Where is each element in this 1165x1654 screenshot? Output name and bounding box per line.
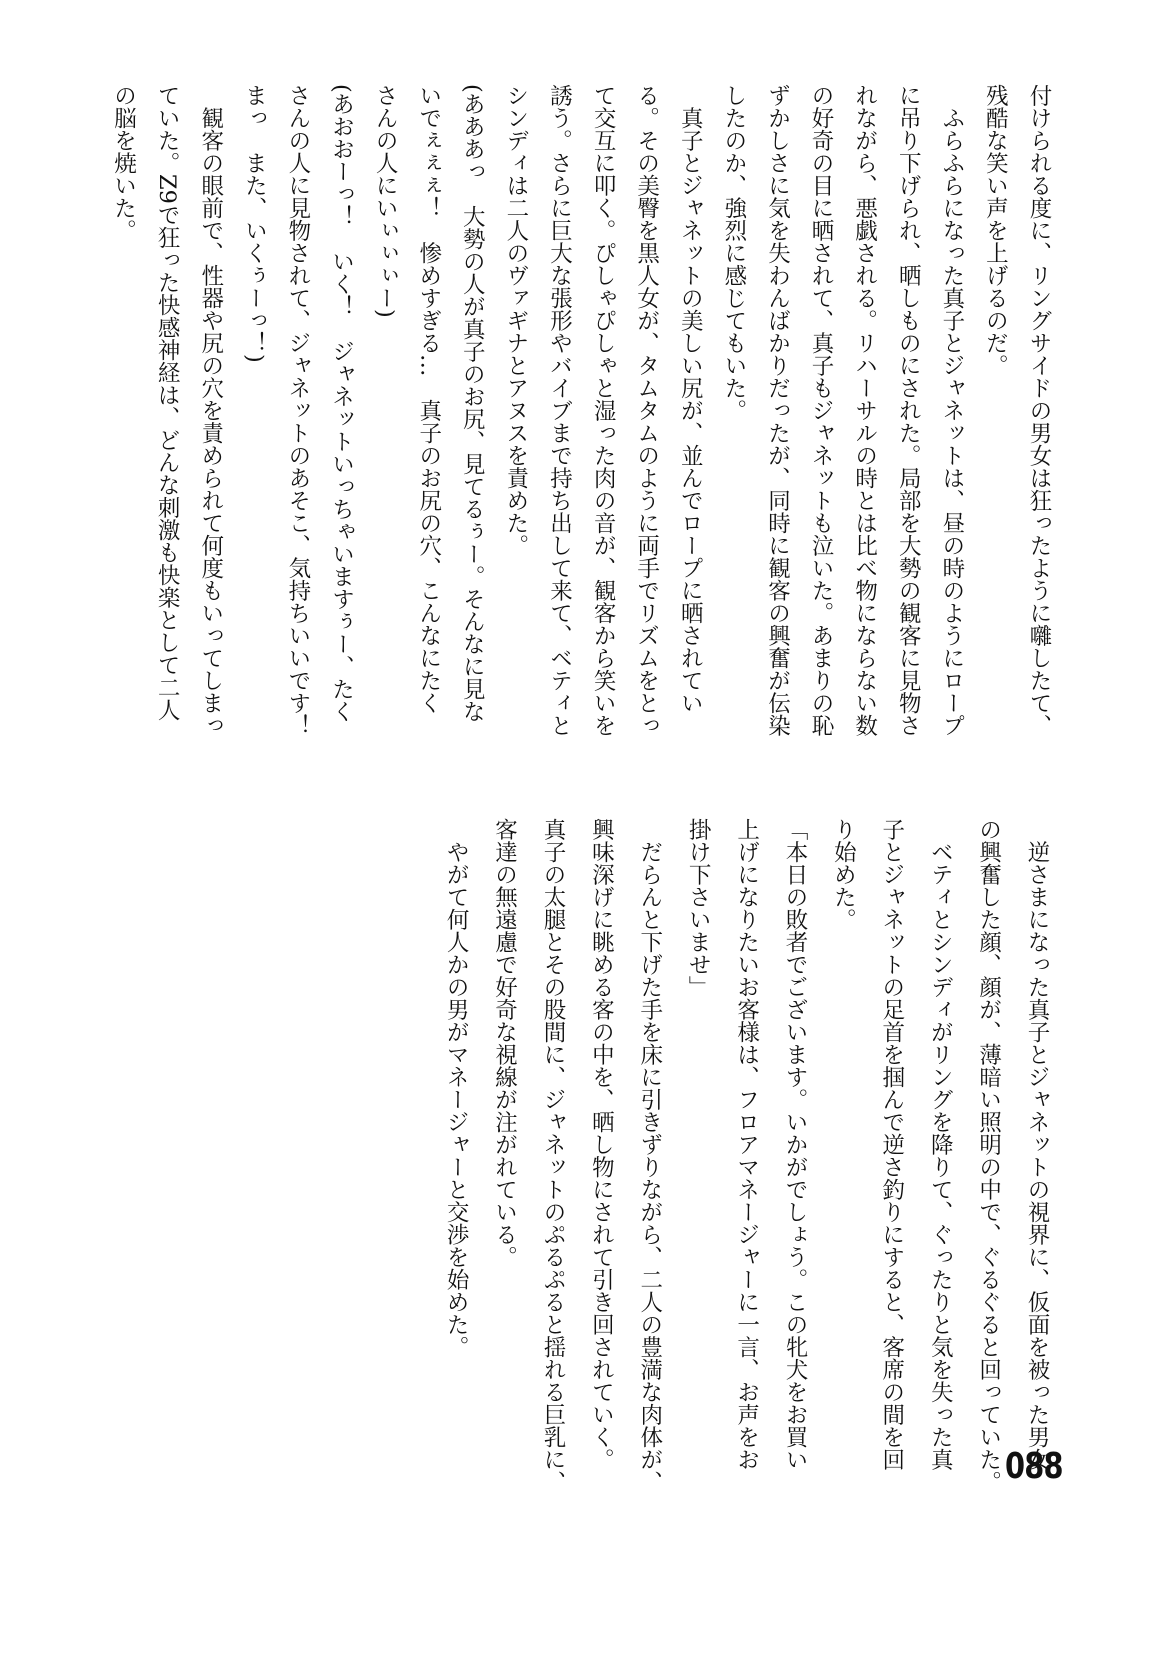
- text-line: ベティとシンディがリングを降りて、ぐったりと気を失った真: [927, 818, 954, 1471]
- text-line: 上げになりたいお客様は、フロアマネージャーに一言、お声をお: [733, 818, 760, 1471]
- text-line: だらんと下げた手を床に引きずりながら、二人の豊満な肉体が、: [636, 818, 663, 1493]
- text-line: の脳を焼いた。: [110, 84, 137, 242]
- top-text-block: [101, 84, 1060, 774]
- text-line: 真子とジャネットの美しい尻が、並んでロープに晒されてい: [677, 84, 704, 714]
- text-line: り始めた。: [830, 818, 857, 931]
- text-line: の好奇の目に晒されて、真子もジャネットも泣いた。あまりの恥: [808, 84, 835, 737]
- text-line: やがて何人かの男がマネージャーと交渉を始めた。: [443, 818, 470, 1358]
- text-line: さんの人に見物されて、ジャネットのあそこ、気持ちいいです！: [284, 84, 311, 737]
- text-line: 観客の眼前で、性器や尻の穴を責められて何度もいってしまっ: [197, 84, 224, 737]
- text-line: れながら、悪戯される。リハーサルの時とは比べ物にならない数: [851, 84, 878, 737]
- text-line: さんの人にいぃぃぃー): [372, 84, 399, 318]
- page-number: 088: [1005, 1446, 1063, 1487]
- text-line: 子とジャネットの足首を掴んで逆さ釣りにすると、客席の間を回: [878, 818, 905, 1471]
- text-line: いでぇぇぇ！ 惨めすぎる… 真子のお尻の穴、こんなにたく: [415, 84, 442, 714]
- text-line: したのか、強烈に感じてもいた。: [720, 84, 747, 422]
- text-line: ていた。Z9で狂った快感神経は、どんな刺激も快楽として二人: [154, 84, 181, 722]
- text-line: 残酷な笑い声を上げるのだ。: [982, 84, 1009, 377]
- text-line: まっ また、いくぅーっ！): [241, 84, 268, 363]
- text-line: 興味深げに眺める客の中を、晒し物にされて引き回されていく。: [588, 818, 615, 1471]
- text-line: シンディは二人のヴァギナとアヌスを責めた。: [502, 84, 529, 557]
- text-line: (あおおーっ！ いく！ ジャネットいっちゃいますぅー、たく: [328, 84, 355, 723]
- text-line: 誘う。さらに巨大な張形やバイブまで持ち出して来て、ベティと: [546, 84, 573, 737]
- text-line: 逆さまになった真子とジャネットの視界に、仮面を被った男女: [1024, 818, 1050, 1471]
- text-line: ふらふらになった真子とジャネットは、昼の時のようにロープ: [938, 84, 965, 737]
- text-line: ずかしさに気を失わんばかりだったが、同時に観客の興奮が伝染: [764, 84, 791, 737]
- text-line: に吊り下げられ、晒しものにされた。局部を大勢の観客に見物さ: [895, 84, 922, 737]
- text-line: 客達の無遠慮で好奇な視線が注がれている。: [491, 818, 518, 1268]
- text-line: 真子の太腿とその股間に、ジャネットのぷるぷると揺れる巨乳に、: [539, 818, 566, 1493]
- text-line: て交互に叩く。ぴしゃぴしゃと湿った肉の音が、観客から笑いを: [590, 84, 617, 737]
- text-line: 「本日の敗者でございます。いかがでしょう。この牝犬をお買い: [781, 818, 808, 1471]
- text-line: の興奮した顔、顔が、薄暗い照明の中で、ぐるぐると回っていた。: [975, 818, 1002, 1493]
- text-line: 掛け下さいませ」: [685, 818, 712, 998]
- text-line: 付けられる度に、リングサイドの男女は狂ったように囃したて、: [1026, 84, 1052, 737]
- text-line: (あああっ 大勢の人が真子のお尻、見てるぅー。そんなに見な: [459, 84, 486, 723]
- text-line: る。その美臀を黒人女が、タムタムのように両手でリズムをとっ: [633, 84, 660, 737]
